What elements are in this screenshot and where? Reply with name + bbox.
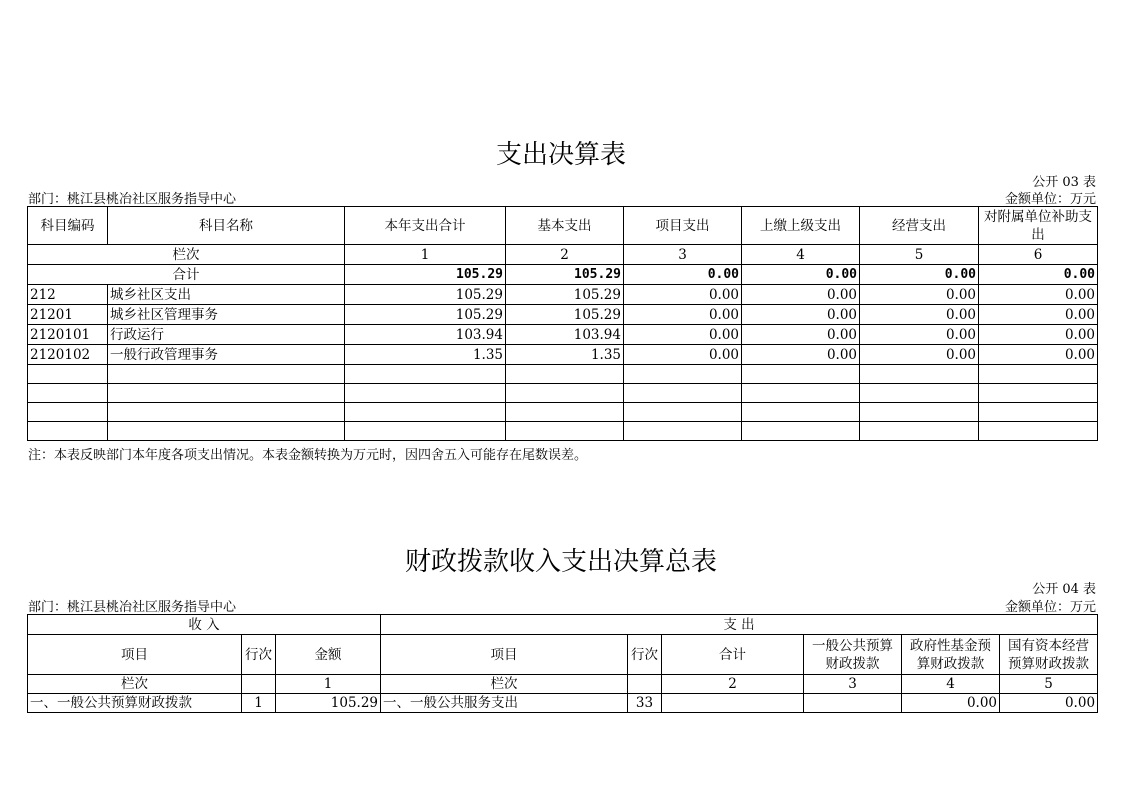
row-value: 0.00 xyxy=(624,345,742,365)
empty-row xyxy=(28,422,1098,441)
expense-section-header: 支 出 xyxy=(381,615,1098,635)
header-name: 科目名称 xyxy=(108,207,345,245)
expense-item: 一、一般公共服务支出 xyxy=(381,694,628,713)
table1-department: 部门：桃江县桃冶社区服务指导中心 xyxy=(28,192,237,207)
general-budget-value xyxy=(804,694,902,713)
appropriation-summary-table xyxy=(27,614,1098,713)
table2-form-number: 公开 04 表 xyxy=(1032,582,1096,597)
column-number: 4 xyxy=(742,245,860,265)
table-row xyxy=(28,285,1098,305)
header-gov-fund: 政府性基金预算财政拨款 xyxy=(902,635,1000,675)
column-number: 1 xyxy=(276,675,381,694)
row-value: 1.35 xyxy=(345,345,506,365)
row-name: 城乡社区支出 xyxy=(108,285,345,305)
row-value: 0.00 xyxy=(624,325,742,345)
row-value: 105.29 xyxy=(506,285,624,305)
gov-fund-value: 0.00 xyxy=(902,694,1000,713)
total-value: 0.00 xyxy=(624,265,742,285)
header-operating: 经营支出 xyxy=(860,207,979,245)
column-number: 6 xyxy=(979,245,1098,265)
expenditure-table xyxy=(27,206,1098,441)
column-number: 1 xyxy=(345,245,506,265)
row-value: 0.00 xyxy=(979,345,1098,365)
row-value: 1.35 xyxy=(506,345,624,365)
table1-total-row xyxy=(28,265,1098,285)
row-value: 0.00 xyxy=(860,345,979,365)
row-name: 一般行政管理事务 xyxy=(108,345,345,365)
table1-header-row xyxy=(28,207,1098,245)
income-line: 1 xyxy=(242,694,276,713)
header-expense-line: 行次 xyxy=(628,635,662,675)
header-state-capital: 国有资本经营预算财政拨款 xyxy=(1000,635,1098,675)
row-value: 105.29 xyxy=(345,285,506,305)
income-section-header: 收 入 xyxy=(28,615,381,635)
row-value: 105.29 xyxy=(345,305,506,325)
row-value: 0.00 xyxy=(860,325,979,345)
table1-form-number: 公开 03 表 xyxy=(1032,175,1096,190)
header-subsidy: 对附属单位补助支出 xyxy=(979,207,1098,245)
row-value: 0.00 xyxy=(860,285,979,305)
header-basic: 基本支出 xyxy=(506,207,624,245)
table2-header-row xyxy=(28,635,1098,675)
header-project: 项目支出 xyxy=(624,207,742,245)
total-value: 105.29 xyxy=(345,265,506,285)
table1-column-number-row xyxy=(28,245,1098,265)
column-number: 3 xyxy=(804,675,902,694)
row-value: 0.00 xyxy=(742,305,860,325)
column-number-label: 栏次 xyxy=(28,675,242,694)
column-number: 2 xyxy=(506,245,624,265)
expense-line: 33 xyxy=(628,694,662,713)
row-value: 0.00 xyxy=(979,285,1098,305)
table2-department: 部门：桃江县桃冶社区服务指导中心 xyxy=(28,600,237,615)
column-number: 2 xyxy=(662,675,804,694)
row-value: 0.00 xyxy=(624,305,742,325)
column-number-label: 栏次 xyxy=(28,245,345,265)
table1-title: 支出决算表 xyxy=(495,140,626,170)
row-value: 0.00 xyxy=(860,305,979,325)
header-general-budget: 一般公共预算财政拨款 xyxy=(804,635,902,675)
income-item: 一、一般公共预算财政拨款 xyxy=(28,694,242,713)
table-row xyxy=(28,345,1098,365)
expense-total xyxy=(662,694,804,713)
header-expense-total: 合计 xyxy=(662,635,804,675)
row-value: 103.94 xyxy=(506,325,624,345)
row-value: 105.29 xyxy=(506,305,624,325)
row-value: 103.94 xyxy=(345,325,506,345)
table1-note: 注：本表反映部门本年度各项支出情况。本表金额转换为万元时，因四舍五入可能存在尾数误差。 xyxy=(28,448,588,463)
total-value: 0.00 xyxy=(742,265,860,285)
row-value: 0.00 xyxy=(979,305,1098,325)
empty-row xyxy=(28,403,1098,422)
table2-unit: 金额单位：万元 xyxy=(1004,600,1096,615)
row-name: 城乡社区管理事务 xyxy=(108,305,345,325)
column-number: 5 xyxy=(860,245,979,265)
table-row xyxy=(28,325,1098,345)
column-number: 5 xyxy=(1000,675,1098,694)
row-value: 0.00 xyxy=(742,285,860,305)
table-row xyxy=(28,305,1098,325)
table2-column-number-row xyxy=(28,675,1098,694)
total-value: 105.29 xyxy=(506,265,624,285)
table-row xyxy=(28,694,1098,713)
table2-section-row xyxy=(28,615,1098,635)
column-number: 4 xyxy=(902,675,1000,694)
column-number: 3 xyxy=(624,245,742,265)
header-upper: 上缴上级支出 xyxy=(742,207,860,245)
total-value: 0.00 xyxy=(979,265,1098,285)
row-value: 0.00 xyxy=(742,325,860,345)
row-value: 0.00 xyxy=(979,325,1098,345)
empty-row xyxy=(28,365,1098,384)
row-value: 0.00 xyxy=(624,285,742,305)
header-income-line: 行次 xyxy=(242,635,276,675)
row-code: 2120101 xyxy=(28,325,108,345)
header-expense-item: 项目 xyxy=(381,635,628,675)
row-name: 行政运行 xyxy=(108,325,345,345)
row-value: 0.00 xyxy=(742,345,860,365)
row-code: 21201 xyxy=(28,305,108,325)
row-code: 212 xyxy=(28,285,108,305)
header-income-item: 项目 xyxy=(28,635,242,675)
empty-row xyxy=(28,384,1098,403)
column-number-label: 栏次 xyxy=(381,675,628,694)
row-code: 2120102 xyxy=(28,345,108,365)
table1-unit: 金额单位：万元 xyxy=(1004,192,1096,207)
header-total: 本年支出合计 xyxy=(345,207,506,245)
total-label: 合计 xyxy=(28,265,345,285)
header-code: 科目编码 xyxy=(28,207,108,245)
income-amount: 105.29 xyxy=(276,694,381,713)
table2-title: 财政拨款收入支出决算总表 xyxy=(404,547,717,577)
total-value: 0.00 xyxy=(860,265,979,285)
header-income-amount: 金额 xyxy=(276,635,381,675)
state-capital-value: 0.00 xyxy=(1000,694,1098,713)
